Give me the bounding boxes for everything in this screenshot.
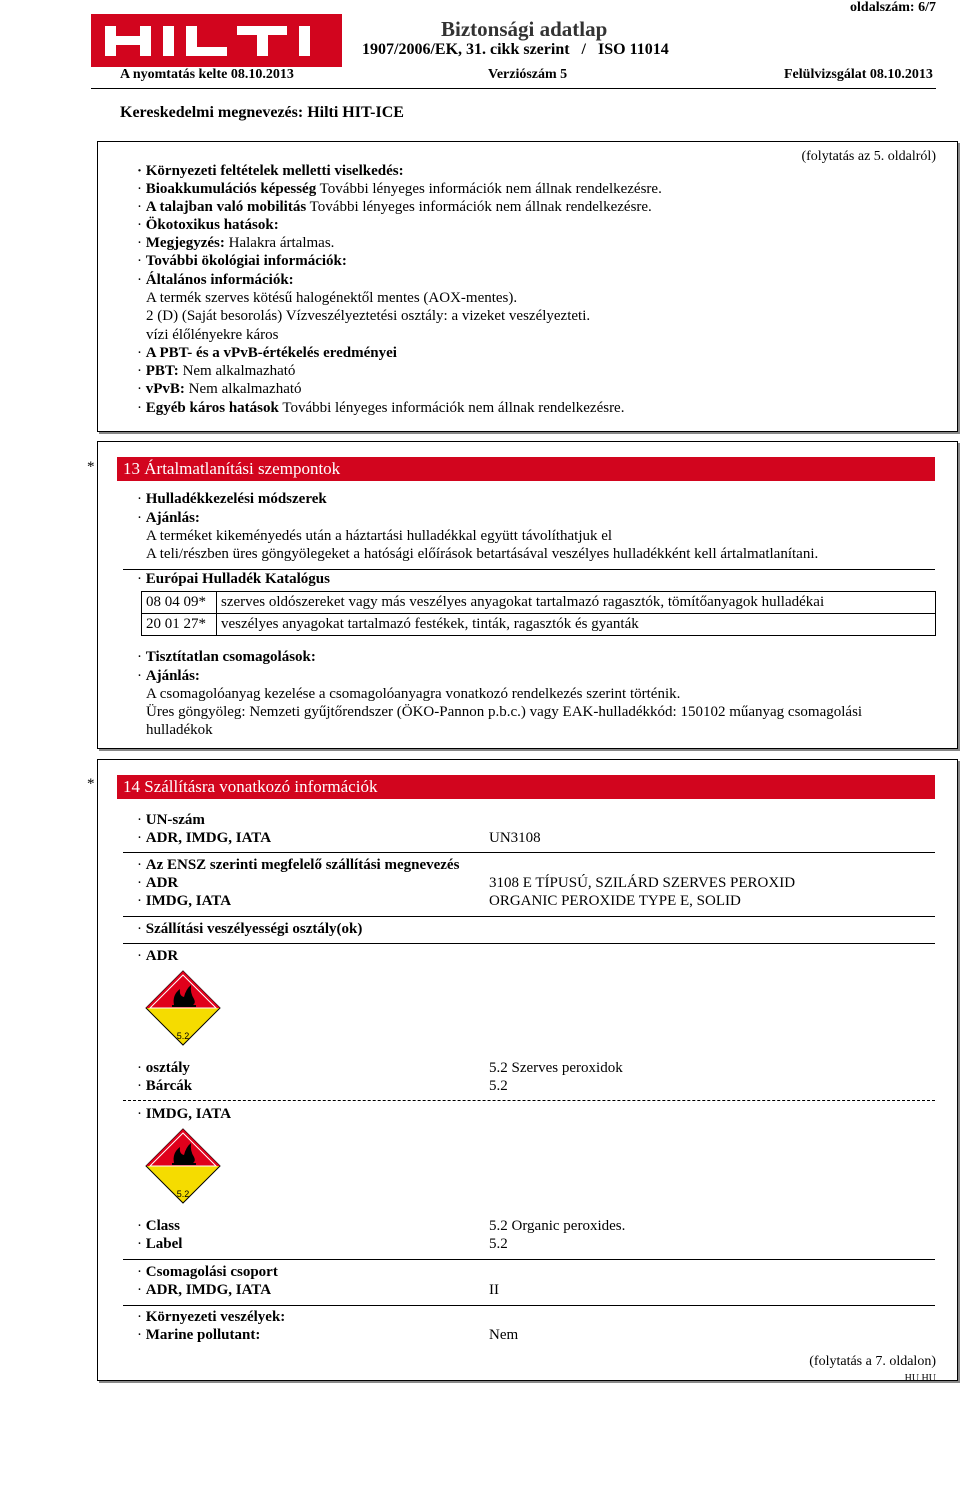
label-hu: · Bárcák	[137, 1078, 193, 1094]
rule-3	[123, 943, 935, 944]
page-number: oldalszám: 6/7	[850, 0, 936, 15]
other-effects-value: További lényeges információk nem állnak rendelkezésre.	[278, 400, 625, 416]
section-14-heading: 14 Szállításra vonatkozó információk	[117, 775, 935, 799]
pbt-results-label: A PBT- és a vPvB-értékelés eredményei	[145, 345, 397, 361]
class-hu-label: osztály	[145, 1060, 190, 1076]
table-row	[142, 614, 936, 636]
waste-desc: veszélyes anyagokat tartalmazó festékek, tinták, ragasztók és gyanták	[217, 614, 936, 636]
adr-name: 3108 E TÍPUSÚ, SZILÁRD SZERVES PEROXID	[489, 875, 796, 891]
pbt-label: PBT:	[145, 363, 179, 379]
adr-class: · ADR	[137, 948, 179, 964]
rule-4	[123, 1259, 935, 1260]
bioaccumulation-label: Bioakkumulációs képesség	[145, 181, 317, 197]
imdg-label: IMDG, IATA	[145, 893, 232, 909]
shipping-name-label: Az ENSZ szerinti megfelelő szállítási megnevezés	[145, 857, 460, 873]
packing-group: · Csomagolási csoport	[137, 1264, 278, 1280]
packing-group-label: Csomagolási csoport	[145, 1264, 278, 1280]
env-hazards: · Környezeti veszélyek:	[137, 1309, 286, 1325]
label-hu-label: Bárcák	[145, 1078, 193, 1094]
packing-value: II	[489, 1282, 499, 1298]
review-date: Felülvizsgálat 08.10.2013	[784, 67, 933, 82]
label-en-value: 5.2	[489, 1236, 508, 1252]
label-en: · Label	[137, 1236, 183, 1252]
un-number: · UN-szám	[137, 812, 205, 828]
vpvb-value: Nem alkalmazható	[184, 381, 302, 397]
dashed-rule	[123, 1100, 935, 1101]
un-number-label: UN-szám	[145, 812, 205, 828]
marine-pollutant-value: Nem	[489, 1327, 519, 1343]
waste-table	[141, 591, 936, 636]
remark-value: Halakra ártalmas.	[224, 235, 335, 251]
trade-name: Kereskedelmi megnevezés: Hilti HIT-ICE	[120, 104, 404, 121]
hazard-class: · Szállítási veszélyességi osztály(ok)	[137, 921, 363, 937]
remark-label: Megjegyzés:	[145, 235, 225, 251]
pbt-value: Nem alkalmazható	[178, 363, 296, 379]
water-class-text: 2 (D) (Saját besorolás) Vízveszélyeztetési osztály: a vizeket veszélyezteti.	[146, 308, 591, 324]
recommendation-2: A teli/részben üres göngyölegeket a hatósági előírások betartásával veszélyes hulladékként kell ártalmatlanítani.	[146, 546, 819, 562]
waste-desc: szerves oldószereket vagy más veszélyes anyagokat tartalmazó ragasztók, tömítőanyagok hulladékai	[217, 592, 936, 614]
pbt: · PBT: Nem alkalmazható	[137, 363, 296, 379]
recommendation-b-label: Ajánlás:	[145, 668, 200, 684]
adr-row: · ADR	[137, 875, 179, 891]
class-en-label: Class	[145, 1218, 180, 1234]
bioaccumulation-value: További lényeges információk nem állnak rendelkezésre.	[316, 181, 662, 197]
regulation: 1907/2006/EK, 31. cikk szerint / ISO 11014	[362, 41, 669, 58]
soil-mobility-label: A talajban való mobilitás	[145, 199, 307, 215]
marine-pollutant: · Marine pollutant:	[137, 1327, 261, 1343]
shipping-name: · Az ENSZ szerinti megfelelő szállítási megnevezés	[137, 857, 460, 873]
document-title: Biztonsági adatlap	[441, 17, 608, 41]
recommendation-1: A terméket kikeményedés után a háztartási hulladékkal együtt távolíthatjuk el	[146, 528, 613, 544]
header-rule	[91, 88, 936, 89]
soil-mobility: · A talajban való mobilitás További lényeges információk nem állnak rendelkezésre.	[137, 199, 652, 215]
diamond-number: 5.2	[176, 1189, 190, 1199]
vpvb: · vPvB: Nem alkalmazható	[137, 381, 302, 397]
general-info: · Általános információk:	[137, 272, 294, 288]
rule-5	[123, 1305, 935, 1306]
hazard-class-label: Szállítási veszélyességi osztály(ok)	[145, 921, 363, 937]
packing-modes-label: ADR, IMDG, IATA	[145, 1282, 272, 1298]
further-eco: · További ökológiai információk:	[137, 253, 347, 269]
env-hazards-label: Környezeti veszélyek:	[145, 1309, 286, 1325]
further-eco-label: További ökológiai információk:	[145, 253, 347, 269]
packaging-2: Üres göngyöleg: Nemzeti gyűjtőrendszer (ÖKO-Pannon p.b.c.) vagy EAK-hulladékkód: 150102 műanyag csomagolási	[146, 704, 863, 720]
ecotox-label: Ökotoxikus hatások:	[145, 217, 279, 233]
remark: · Megjegyzés: Halakra ártalmas.	[137, 235, 335, 251]
print-date: A nyomtatás kelte 08.10.2013	[120, 67, 294, 82]
packaging-1: A csomagolóanyag kezelése a csomagolóanyagra vonatkozó rendelkezés szerint történik.	[146, 686, 681, 702]
recommendation-b: · Ajánlás:	[137, 668, 200, 684]
waste-catalog: · Európai Hulladék Katalógus	[137, 571, 330, 587]
recommendation: · Ajánlás:	[137, 510, 200, 526]
un-value: UN3108	[489, 830, 541, 846]
rule-2	[123, 916, 935, 917]
footer-code: HU HU	[904, 1373, 936, 1384]
adr-label: ADR	[145, 875, 179, 891]
imdg-class: · IMDG, IATA	[137, 1106, 232, 1122]
general-info-label: Általános információk:	[145, 272, 294, 288]
waste-code: 20 01 27*	[142, 614, 217, 636]
class-en: · Class	[137, 1218, 180, 1234]
pbt-results: · A PBT- és a vPvB-értékelés eredményei	[137, 345, 397, 361]
version: Verziószám 5	[488, 67, 568, 82]
vpvb-label: vPvB:	[145, 381, 185, 397]
packaging-3: hulladékok	[146, 722, 213, 738]
organic-peroxide-diamond-imdg	[144, 1127, 222, 1205]
catalog-rule	[123, 569, 935, 570]
section-13-heading: 13 Ártalmatlanítási szempontok	[117, 457, 935, 481]
imdg-row: · IMDG, IATA	[137, 893, 232, 909]
uncleaned-packaging: · Tisztítatlan csomagolások:	[137, 649, 316, 665]
table-row	[142, 592, 936, 614]
label-en-label: Label	[145, 1236, 183, 1252]
env-behaviour-label: Környezeti feltételek melletti viselkedés:	[145, 163, 404, 179]
change-marker-13: *	[87, 459, 95, 475]
organic-peroxide-diamond-adr	[144, 969, 222, 1047]
ecotox: · Ökotoxikus hatások:	[137, 217, 279, 233]
recommendation-label: Ajánlás:	[145, 510, 200, 526]
waste-code: 08 04 09*	[142, 592, 217, 614]
packing-modes: · ADR, IMDG, IATA	[137, 1282, 272, 1298]
adr-class-label: ADR	[145, 948, 179, 964]
hilti-logo	[91, 14, 342, 67]
waste-catalog-label: Európai Hulladék Katalógus	[145, 571, 330, 587]
diamond-number: 5.2	[176, 1031, 190, 1041]
continued-to: (folytatás a 7. oldalon)	[809, 1354, 936, 1369]
marine-pollutant-label: Marine pollutant:	[145, 1327, 261, 1343]
bioaccumulation: · Bioakkumulációs képesség További lényeges információk nem állnak rendelkezésre.	[137, 181, 662, 197]
other-effects: · Egyéb káros hatások További lényeges információk nem állnak rendelkezésre.	[137, 400, 625, 416]
hilti-logo-mark	[91, 14, 342, 67]
class-hu-value: 5.2 Szerves peroxidok	[489, 1060, 623, 1076]
continued-from: (folytatás az 5. oldalról)	[801, 149, 936, 164]
imdg-class-label: IMDG, IATA	[145, 1106, 232, 1122]
rule-1	[123, 852, 935, 853]
env-behaviour: · Környezeti feltételek melletti viselkedés:	[137, 163, 404, 179]
disposal-methods: · Hulladékkezelési módszerek	[137, 491, 327, 507]
other-effects-label: Egyéb káros hatások	[145, 400, 279, 416]
un-modes-label: ADR, IMDG, IATA	[145, 830, 272, 846]
imdg-name: ORGANIC PEROXIDE TYPE E, SOLID	[489, 893, 741, 909]
aox-text: A termék szerves kötésű halogénektől mentes (AOX-mentes).	[146, 290, 518, 306]
aquatic-text: vízi élőlényekre káros	[146, 327, 279, 343]
soil-mobility-value: További lényeges információk nem állnak rendelkezésre.	[306, 199, 652, 215]
change-marker-14: *	[87, 776, 95, 792]
class-en-value: 5.2 Organic peroxides.	[489, 1218, 626, 1234]
label-hu-value: 5.2	[489, 1078, 508, 1094]
class-hu: · osztály	[137, 1060, 190, 1076]
un-modes: · ADR, IMDG, IATA	[137, 830, 272, 846]
disposal-methods-label: Hulladékkezelési módszerek	[145, 491, 327, 507]
uncleaned-packaging-label: Tisztítatlan csomagolások:	[145, 649, 316, 665]
